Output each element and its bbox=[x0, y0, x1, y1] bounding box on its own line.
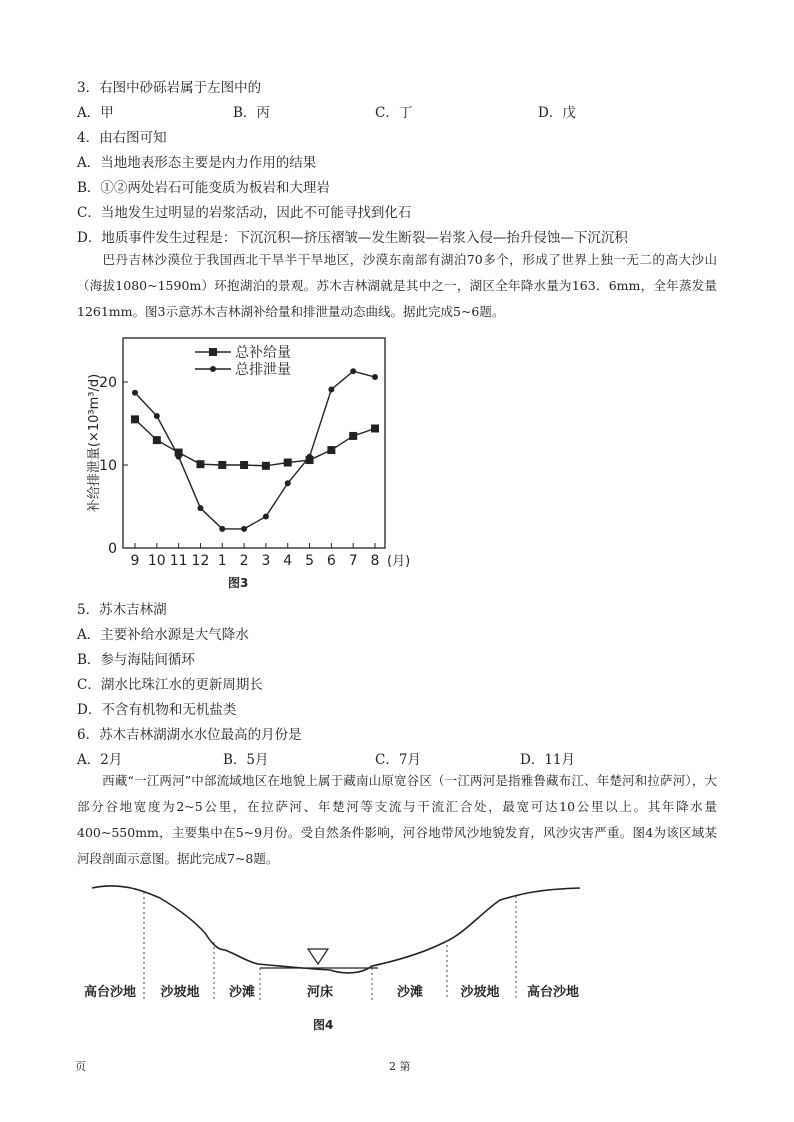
zone-label-beach-right: 沙滩 bbox=[396, 985, 424, 1000]
data-point-square bbox=[240, 461, 248, 469]
x-tick-label: 6 bbox=[326, 553, 336, 569]
q3-option-a: A．甲 bbox=[77, 105, 114, 121]
zone-label-slope-right: 沙坡地 bbox=[460, 985, 500, 1000]
series-line-2 bbox=[135, 371, 375, 529]
data-point-circle bbox=[285, 480, 291, 486]
q4-option-c: C．当地发生过明显的岩浆活动，因此不可能寻找到化石 bbox=[77, 205, 412, 221]
q5-option-a: A．主要补给水源是大气降水 bbox=[77, 627, 249, 643]
zone-label-high-sand-right: 高台沙地 bbox=[526, 985, 580, 1000]
data-point-circle bbox=[154, 413, 160, 419]
data-point-square bbox=[153, 436, 161, 444]
data-point-circle bbox=[219, 526, 225, 532]
legend-marker-circle bbox=[210, 366, 216, 372]
water-level-triangle bbox=[308, 949, 328, 964]
x-tick-label: 4 bbox=[283, 553, 293, 569]
x-tick-label: 9 bbox=[130, 553, 140, 569]
figure3-caption: 图3 bbox=[228, 576, 249, 590]
figure4-caption: 图4 bbox=[313, 1018, 334, 1032]
x-tick-label: 8 bbox=[370, 553, 380, 569]
x-tick-label: 10 bbox=[147, 553, 166, 569]
q6-option-c: C．7月 bbox=[375, 752, 421, 768]
material-1-text: 巴丹吉林沙漠位于我国西北干旱半干旱地区，沙漠东南部有湖泊70多个，形成了世界上独一无二的高大沙山（海拔1080~1590m）环抱湖泊的景观。苏木吉林湖就是其中之一，湖区全年降水量为163．6mm，全年蒸发量1261mm。图3示意苏木吉林湖补给量和排泄量动态曲线。据此完成5~6题。 bbox=[77, 252, 717, 319]
q5-option-c: C．湖水比珠江水的更新周期长 bbox=[77, 677, 263, 693]
legend-marker-square bbox=[209, 348, 217, 356]
data-point-square bbox=[371, 424, 379, 432]
y-tick-label: 20 bbox=[99, 375, 117, 391]
q5-option-d: D．不含有机物和无机盐类 bbox=[77, 702, 237, 718]
q5-stem: 5．苏木吉林湖 bbox=[77, 602, 167, 618]
x-tick-label: 3 bbox=[261, 553, 271, 569]
q6-stem: 6．苏木吉林湖湖水水位最高的月份是 bbox=[77, 727, 302, 743]
zone-label-high-sand-left: 高台沙地 bbox=[83, 985, 137, 1000]
data-point-circle bbox=[307, 454, 313, 460]
q4-stem: 4．由右图可知 bbox=[77, 130, 167, 146]
figure3-chart bbox=[80, 330, 410, 575]
x-axis-unit: (月) bbox=[387, 554, 410, 569]
y-axis-label: 补给排泄量(×10³m³/d) bbox=[87, 373, 102, 513]
data-point-square bbox=[218, 461, 226, 469]
q3-option-b: B．丙 bbox=[233, 105, 270, 121]
data-point-circle bbox=[197, 505, 203, 511]
data-point-circle bbox=[241, 526, 247, 532]
x-tick-label: 2 bbox=[239, 553, 249, 569]
footer-left: 页 bbox=[75, 1060, 86, 1073]
data-point-square bbox=[349, 432, 357, 440]
legend-label: 总排泄量 bbox=[235, 362, 291, 378]
q4-option-b: B．①②两处岩石可能变质为板岩和大理岩 bbox=[77, 180, 330, 196]
q3-option-c: C．丁 bbox=[375, 105, 413, 121]
figure4-profile bbox=[80, 878, 600, 1008]
q6-option-b: B．5月 bbox=[223, 752, 269, 768]
q4-option-a: A．当地地表形态主要是内力作用的结果 bbox=[77, 155, 317, 171]
legend-label: 总补给量 bbox=[235, 345, 291, 361]
x-tick-label: 1 bbox=[217, 553, 227, 569]
material-2-text: 西藏“一江两河”中部流域地区在地貌上属于藏南山原宽谷区（一江两河是指雅鲁藏布江、年楚河和拉萨河），大部分谷地宽度为2~5公里，在拉萨河、年楚河等支流与干流汇合处，最宽可达10公里以上。其年降水量400~550mm，主要集中在5~9月份。受自然条件影响，河谷地带风沙地貌发育，风沙灾害严重。图4为该区域某河段剖面示意图。据此完成7~8题。 bbox=[77, 773, 717, 866]
q4-option-d: D．地质事件发生过程是：下沉沉积—挤压褶皱—发生断裂—岩浆入侵—抬升侵蚀—下沉沉积 bbox=[77, 230, 628, 246]
zone-label-beach-left: 沙滩 bbox=[228, 985, 256, 1000]
x-tick-label: 11 bbox=[169, 553, 188, 569]
data-point-square bbox=[327, 446, 335, 454]
x-tick-label: 7 bbox=[348, 553, 358, 569]
q5-option-b: B．参与海陆间循环 bbox=[77, 652, 195, 668]
y-tick-label: 10 bbox=[99, 458, 117, 474]
zone-label-slope-left: 沙坡地 bbox=[160, 985, 200, 1000]
x-tick-label: 5 bbox=[305, 553, 315, 569]
terrain-profile-line bbox=[92, 886, 580, 973]
data-point-circle bbox=[263, 513, 269, 519]
zone-label-riverbed: 河床 bbox=[306, 985, 334, 1000]
data-point-square bbox=[131, 415, 139, 423]
footer-page-number: 2 第 bbox=[389, 1060, 411, 1073]
q6-option-a: A．2月 bbox=[77, 752, 123, 768]
x-tick-label: 12 bbox=[191, 553, 210, 569]
material-paragraph-2 bbox=[77, 768, 717, 872]
data-point-square bbox=[196, 460, 204, 468]
y-tick-label: 0 bbox=[108, 541, 117, 557]
data-point-square bbox=[262, 462, 270, 470]
q3-stem: 3．右图中砂砾岩属于左图中的 bbox=[77, 80, 262, 96]
data-point-circle bbox=[372, 374, 378, 380]
data-point-square bbox=[284, 459, 292, 467]
data-point-circle bbox=[176, 454, 182, 460]
data-point-circle bbox=[132, 390, 138, 396]
data-point-circle bbox=[350, 368, 356, 374]
data-point-circle bbox=[328, 386, 334, 392]
q6-option-d: D．11月 bbox=[520, 752, 576, 768]
material-paragraph-1 bbox=[77, 247, 717, 325]
q3-option-d: D．戊 bbox=[538, 105, 576, 121]
